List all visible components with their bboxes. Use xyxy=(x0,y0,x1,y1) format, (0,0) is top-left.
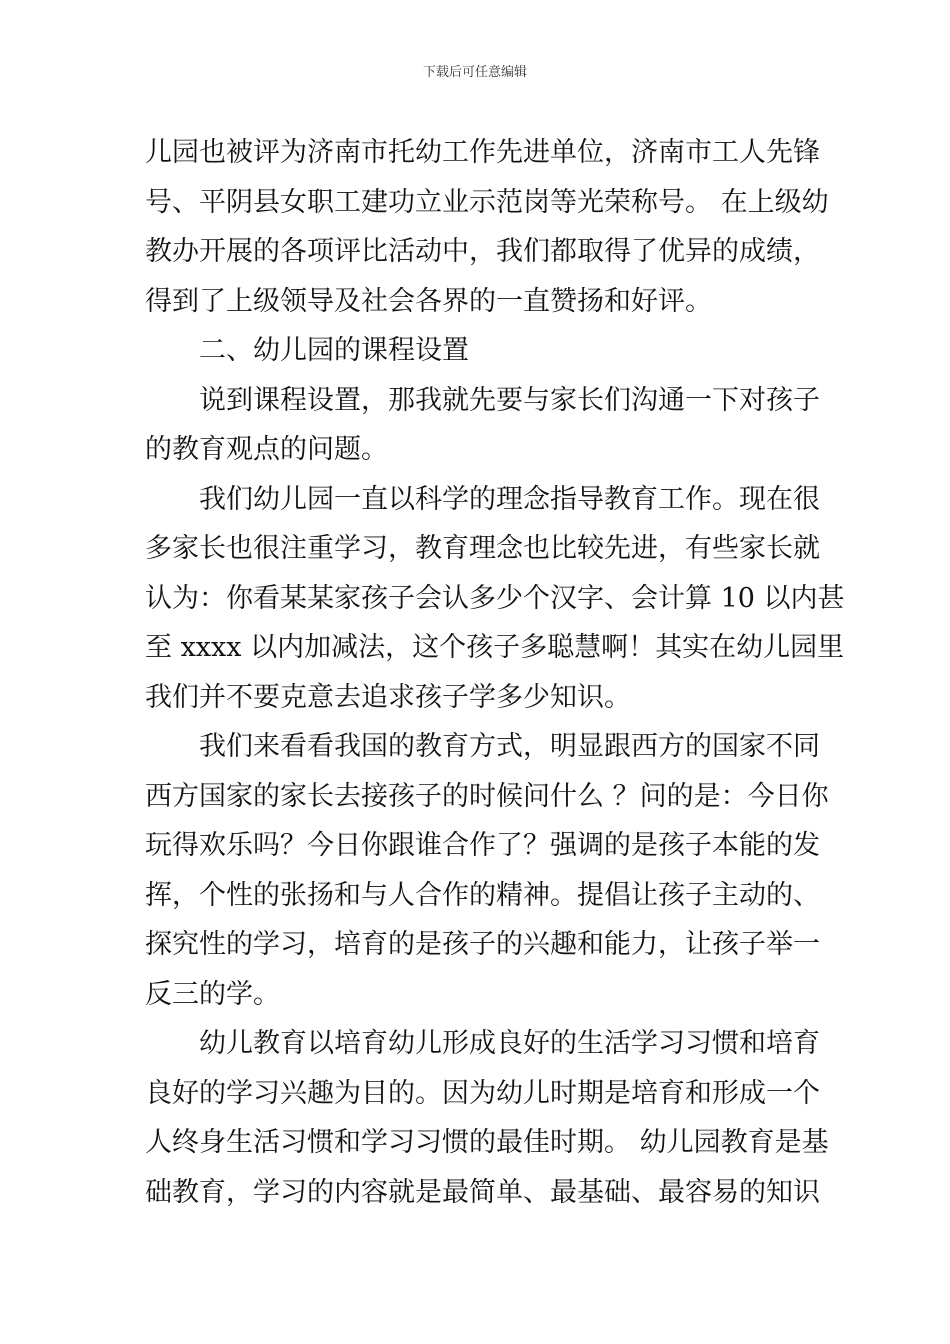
text-line: 我们来看看我国的教育方式，明显跟西方的国家不同 xyxy=(199,731,820,762)
text-line: 的教育观点的问题。 xyxy=(145,434,388,465)
text-line: 探究性的学习，培育的是孩子的兴趣和能力，让孩子举一 xyxy=(145,929,820,960)
text-line: 儿园也被评为济南市托幼工作先进单位，济南市工人先锋 xyxy=(145,137,820,168)
text-line: 认为：你看某某家孩子会认多少个汉字、会计算 10 以内甚 xyxy=(145,582,845,614)
text-line: 玩得欢乐吗？今日你跟谁合作了？强调的是孩子本能的发 xyxy=(145,830,820,861)
text-line: 础教育，学习的内容就是最简单、最基础、最容易的知识 xyxy=(145,1176,820,1208)
text-line: 西方国家的家长去接孩子的时候问什么 ？问的是：今日你 xyxy=(145,780,829,812)
text-line: 说到课程设置，那我就先要与家长们沟通一下对孩子 xyxy=(199,384,820,416)
text-line: 人终身生活习惯和学习习惯的最佳时期。 幼儿园教育是基 xyxy=(145,1127,829,1158)
text-line: 至 xxxx 以内加减法，这个孩子多聪慧啊！其实在幼儿园里 xyxy=(145,632,845,663)
document-body xyxy=(145,128,845,1217)
page-header: 下载后可任意编辑 xyxy=(422,65,527,80)
text-line: 多家长也很注重学习，教育理念也比较先进，有些家长就 xyxy=(145,533,820,564)
text-line: 得到了上级领导及社会各界的一直赞扬和好评。 xyxy=(145,285,712,317)
text-line: 幼儿教育以培育幼儿形成良好的生活学习习惯和培育 xyxy=(199,1028,820,1059)
paragraph xyxy=(145,376,820,475)
text-line: 我们并不要克意去追求孩子学多少知识。 xyxy=(145,681,631,713)
text-line: 号、平阴县女职工建功立业示范岗等光荣称号。 在上级幼 xyxy=(145,186,829,218)
paragraph xyxy=(145,1019,829,1217)
text-line: 良好的学习兴趣为目的。因为幼儿时期是培育和形成一个 xyxy=(145,1077,820,1109)
paragraph-continuation xyxy=(145,128,829,326)
text-line: 反三的学。 xyxy=(145,978,280,1010)
text-line: 我们幼儿园一直以科学的理念指导教育工作。现在很 xyxy=(199,483,820,515)
text-line: 教办开展的各项评比活动中，我们都取得了优异的成绩， xyxy=(145,236,820,267)
paragraph xyxy=(145,475,845,723)
text-line: 挥，个性的张扬和与人合作的精神。提倡让孩子主动的、 xyxy=(145,879,820,911)
section-heading xyxy=(145,326,807,376)
heading-line: 二、幼儿园的课程设置 xyxy=(199,335,469,366)
paragraph xyxy=(145,722,829,1019)
